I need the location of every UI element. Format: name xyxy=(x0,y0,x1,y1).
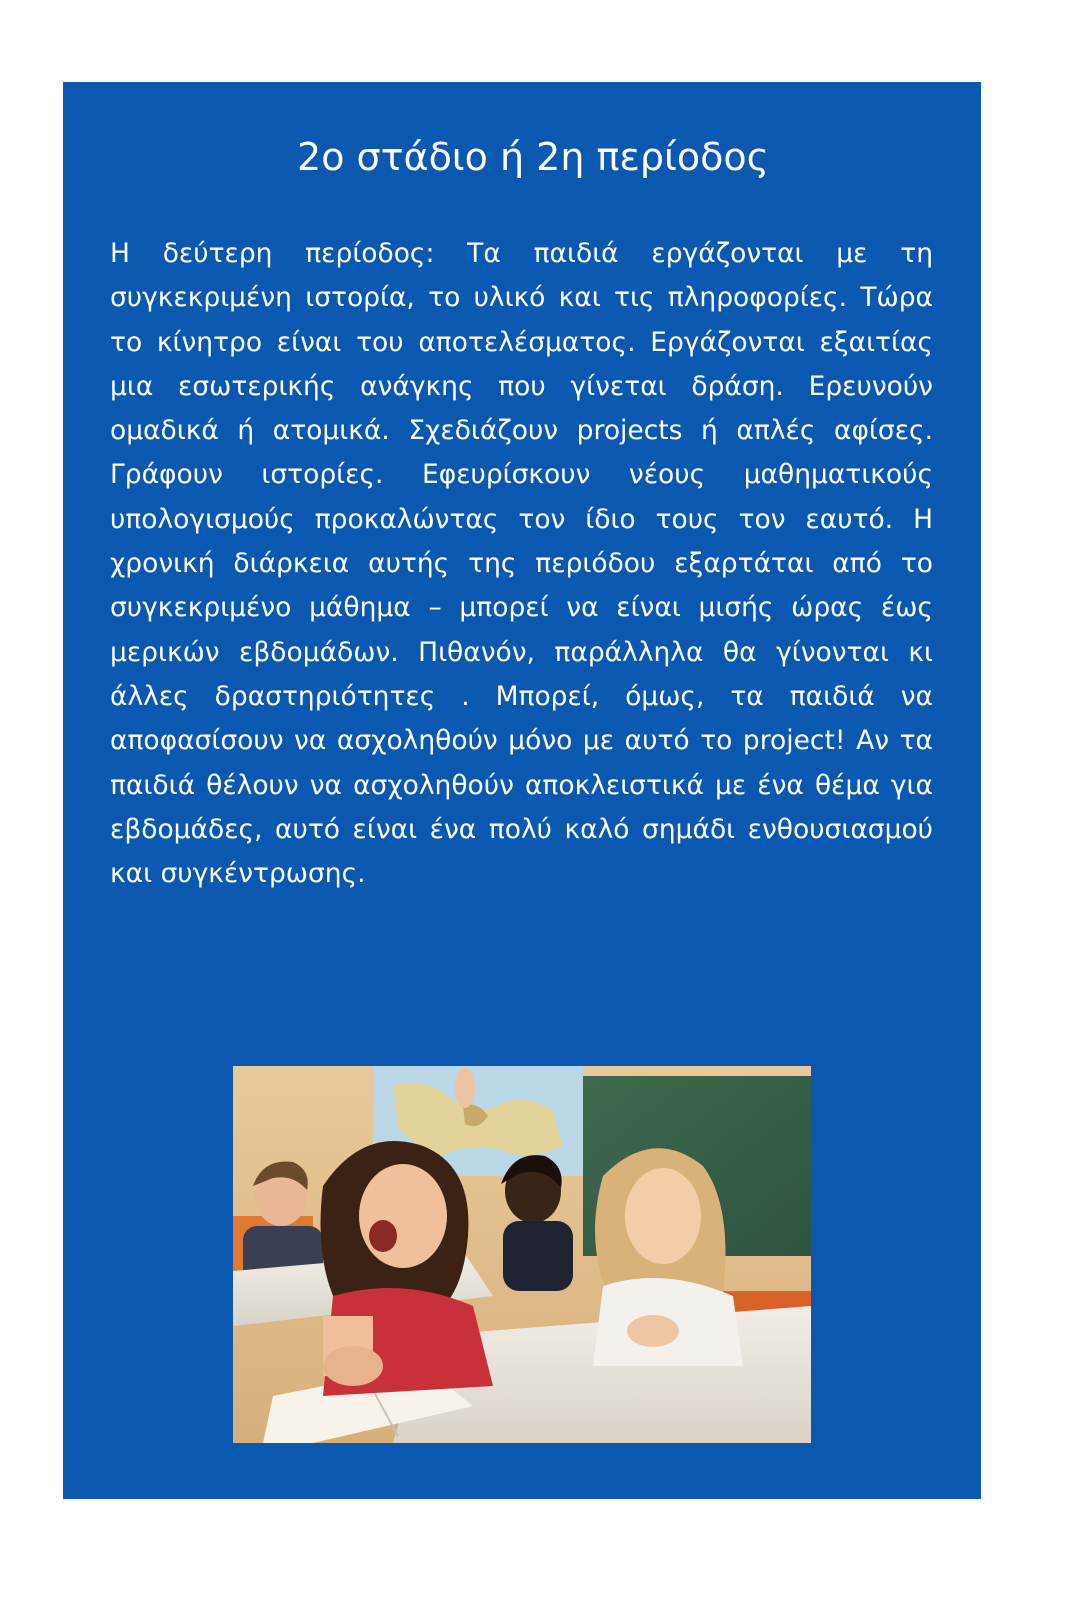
classroom-photo xyxy=(233,1066,811,1443)
body-paragraph: Η δεύτερη περίοδος: Τα παιδιά εργάζονται με τη συγκεκριμένη ιστορία, το υλικό και τις πληροφορίες. Τώρα το κίνητρο είναι του αποτελέσματος. Εργάζονται εξαιτίας μια εσωτερικής ανάγκης που γίνεται δράση. Ερευνούν ομαδικά ή ατομικά. Σχεδιάζουν projects ή απλές αφίσες. Γράφουν ιστορίες. Εφευρίσκουν νέους μαθηματικούς υπολογισμούς προκαλώντας τον ίδιο τους τον εαυτό. Η χρονική διάρκεια αυτής της περιόδου εξαρτάται από το συγκεκριμένο μάθημα – μπορεί να είναι μισής ώρας έως μερικών εβδομάδων. Πιθανόν, παράλληλα θα γίνονται κι άλλες δραστηριότητες . Μπορεί, όμως, τα παιδιά να αποφασίσουν να ασχοληθούν μόνο με αυτό το project! Αν τα παιδιά θέλουν να ασχοληθούν αποκλειστικά με ένα θέμα για εβδομάδες, αυτό είναι ένα πολύ καλό σημάδι ενθουσιασμού και συγκέντρωσης. xyxy=(110,238,933,890)
page-title: 2ο στάδιο ή 2η περίοδος xyxy=(297,135,769,179)
